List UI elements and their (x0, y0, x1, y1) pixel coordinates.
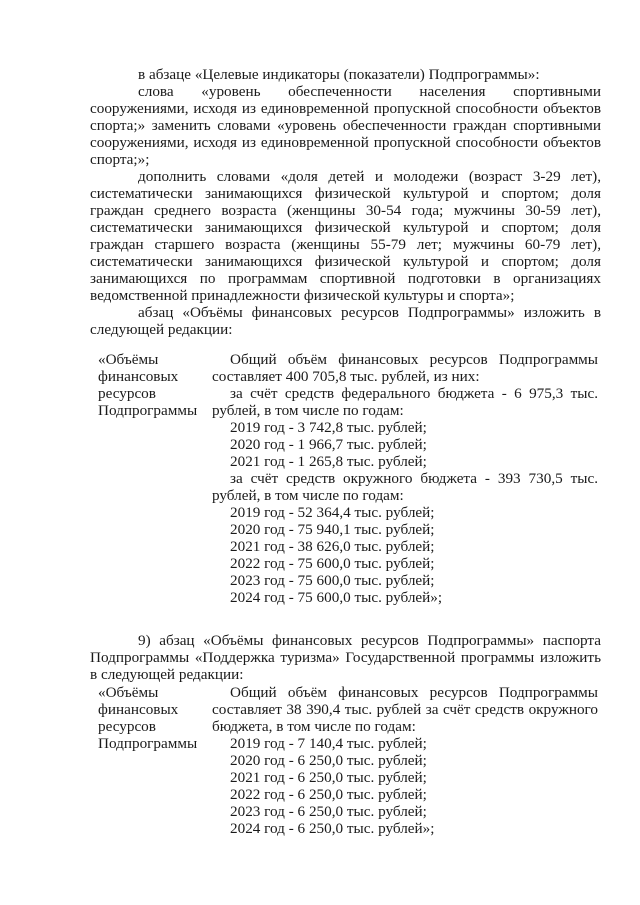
finance-table-sport (90, 351, 605, 613)
year-line: 2024 год - 6 250,0 тыс. рублей»; (230, 820, 435, 837)
label-line: «Объёмы (98, 351, 159, 368)
total-amount: Общий объём финансовых ресурсов Подпрограммы составляет 400 705,8 тыс. рублей, из них: (212, 351, 598, 385)
year-line: 2024 год - 75 600,0 тыс. рублей»; (230, 589, 443, 606)
year-line: 2021 год - 38 626,0 тыс. рублей; (230, 538, 435, 555)
label-line: ресурсов (98, 385, 156, 402)
table-right-content (212, 351, 598, 606)
year-line: 2022 год - 75 600,0 тыс. рублей; (230, 555, 435, 572)
year-line: 2023 год - 75 600,0 тыс. рублей; (230, 572, 435, 589)
year-line: 2020 год - 1 966,7 тыс. рублей; (230, 436, 427, 453)
label-line: Подпрограммы (98, 402, 198, 419)
paragraph-replace-words: слова «уровень обеспеченности населения спортивными сооружениями, исходя из единовременной пропускной способности объектов спорта;» заменить словами «уровень обеспеченности граждан спортивными сооружениями, исходя из единовременной пропускной способности объектов спорта;»; (90, 83, 601, 168)
year-line: 2019 год - 7 140,4 тыс. рублей; (230, 735, 427, 752)
finance-table-tourism (90, 684, 605, 854)
district-budget: за счёт средств окружного бюджета - 393 730,5 тыс. рублей, в том числе по годам: (212, 470, 598, 504)
label-line: Подпрограммы (98, 735, 198, 752)
year-line: 2023 год - 6 250,0 тыс. рублей; (230, 803, 427, 820)
year-line: 2019 год - 3 742,8 тыс. рублей; (230, 419, 427, 436)
paragraph-finance-intro: абзац «Объёмы финансовых ресурсов Подпрограммы» изложить в следующей редакции: (90, 304, 601, 338)
paragraph-target-indicators: в абзаце «Целевые индикаторы (показатели) Подпрограммы»: (138, 66, 540, 83)
table-right-content (212, 684, 598, 837)
label-line: финансовых (98, 701, 179, 718)
label-line: финансовых (98, 368, 179, 385)
label-line: ресурсов (98, 718, 156, 735)
paragraph-add-words: дополнить словами «доля детей и молодежи (возраст 3-29 лет), систематически занимающихся физической культурой и спортом; доля граждан среднего возраста (женщины 30-54 года; мужчины 30-59 лет), систематически занимающихся физической культурой и спортом; доля граждан старшего возраста (женщины 55-79 лет; мужчины 60-79 лет), систематически занимающихся физической культурой и спортом; доля занимающихся по программам спортивной подготовки в организациях ведомственной принадлежности физической культуры и спорта»; (90, 168, 601, 304)
table-left-label (98, 351, 214, 419)
year-line: 2021 год - 6 250,0 тыс. рублей; (230, 769, 427, 786)
table-left-label (98, 684, 214, 752)
year-line: 2020 год - 75 940,1 тыс. рублей; (230, 521, 435, 538)
year-line: 2019 год - 52 364,4 тыс. рублей; (230, 504, 435, 521)
year-line: 2021 год - 1 265,8 тыс. рублей; (230, 453, 427, 470)
year-line: 2022 год - 6 250,0 тыс. рублей; (230, 786, 427, 803)
paragraph-9: 9) абзац «Объёмы финансовых ресурсов Подпрограммы» паспорта Подпрограммы «Поддержка туризма» Государственной программы изложить в следующей редакции: (90, 632, 601, 683)
total-amount: Общий объём финансовых ресурсов Подпрограммы составляет 38 390,4 тыс. рублей за счёт средств окружного бюджета, в том числе по годам: (212, 684, 598, 735)
year-line: 2020 год - 6 250,0 тыс. рублей; (230, 752, 427, 769)
label-line: «Объёмы (98, 684, 159, 701)
federal-budget: за счёт средств федерального бюджета - 6 975,3 тыс. рублей, в том числе по годам: (212, 385, 598, 419)
